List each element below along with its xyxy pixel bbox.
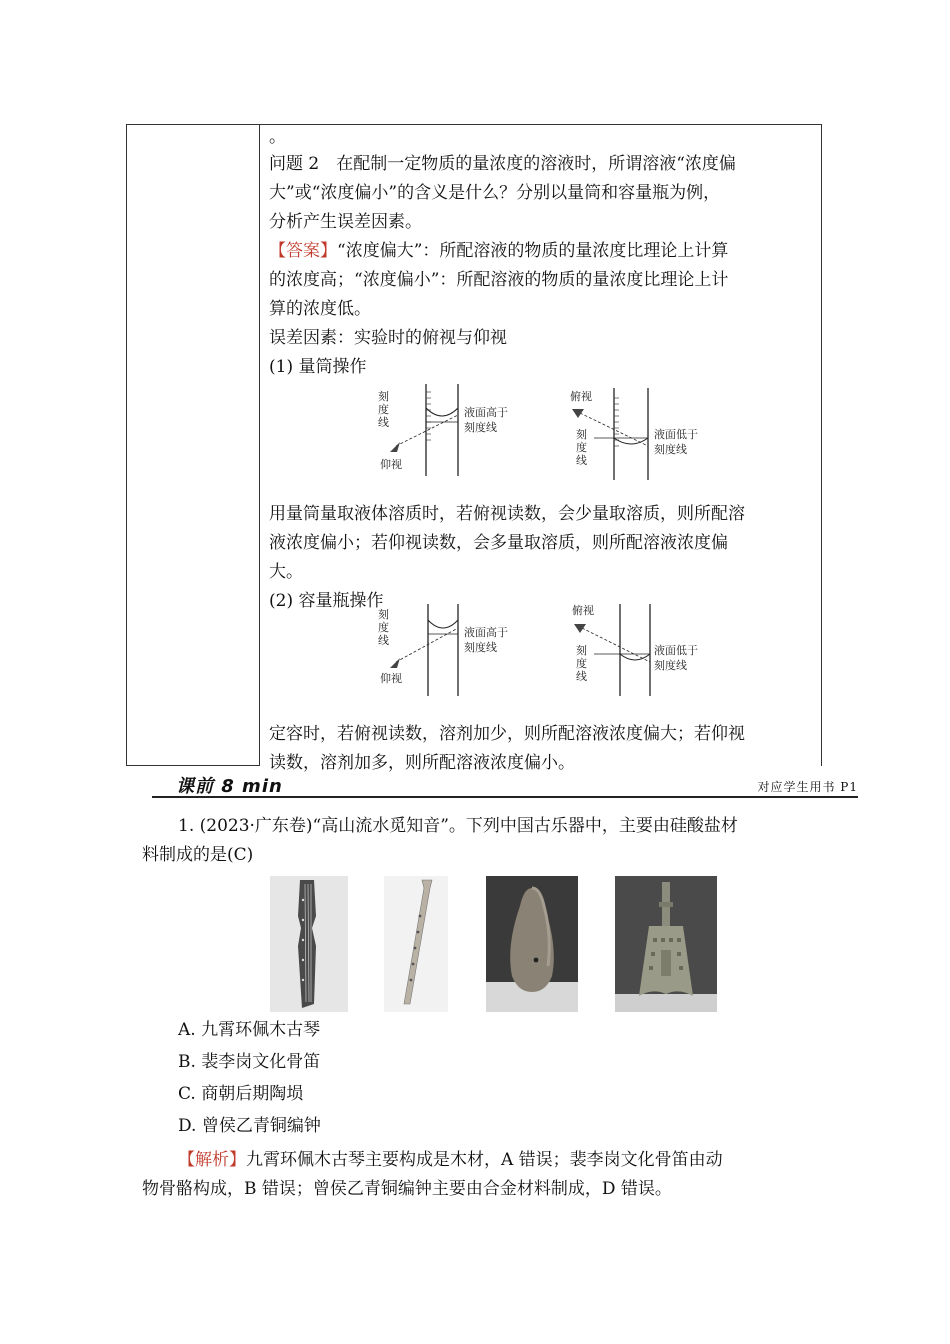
flask-heading: (2) 容量瓶操作	[269, 591, 384, 611]
error-factor-line: 误差因素：实验时的俯视与仰视	[269, 328, 507, 348]
question-line: 问题 2 在配制一定物质的量浓度的溶液时，所谓溶液“浓度偏	[269, 154, 736, 174]
meniscus	[428, 620, 458, 628]
table-bottom-left-border	[127, 765, 260, 766]
cylinder-look-down-diagram	[564, 386, 734, 482]
flask-neck	[428, 604, 458, 696]
question-line: 大”或“浓度偏小”的含义是什么？分别以量筒和容量瓶为例，	[269, 183, 721, 203]
label-scale-2: 度	[576, 441, 587, 454]
cylinder-heading: (1) 量筒操作	[269, 357, 367, 377]
label-higher-2: 刻度线	[464, 641, 497, 654]
label-scale-3: 线	[576, 454, 587, 467]
label-look-down: 俯视	[572, 604, 594, 617]
label-lower-1: 液面低于	[654, 644, 698, 657]
analysis-text: 九霄环佩木古琴主要构成是木材，A 错误；裴李岗文化骨笛由动	[246, 1150, 723, 1170]
label-look-down: 俯视	[570, 390, 592, 403]
question-line: 1. (2023·广东卷)“高山流水觅知音”。下列中国古乐器中，主要由硅酸盐材	[178, 816, 738, 836]
pottery-xun-photo	[486, 876, 578, 1012]
option-d: D. 曾侯乙青铜编钟	[178, 1116, 321, 1136]
label-scale-2: 度	[378, 621, 389, 634]
cylinder-explanation: 用量筒量取液体溶质时，若俯视读数，会少量取溶质，则所配溶	[269, 504, 745, 524]
label-scale-1: 刻	[576, 644, 587, 657]
flask-look-up-diagram	[370, 602, 540, 698]
meniscus	[614, 438, 648, 444]
flask-neck	[620, 604, 650, 696]
answer-line: 的浓度高；“浓度偏小”：所配溶液的物质的量浓度比理论上计	[269, 270, 729, 290]
analysis-block	[142, 1146, 822, 1204]
label-scale-3: 线	[378, 634, 389, 647]
answer-line	[269, 237, 809, 266]
label-lower-2: 刻度线	[654, 659, 687, 672]
meniscus	[620, 654, 650, 660]
cylinder-explanation: 大。	[269, 562, 303, 582]
label-higher-2: 刻度线	[464, 421, 497, 434]
label-higher-1: 液面高于	[464, 406, 508, 419]
cylinder-look-up-diagram	[370, 382, 540, 478]
lead-punctuation: 。	[269, 127, 286, 147]
eye-icon	[390, 658, 400, 668]
cylinder-explanation: 液浓度偏小；若仰视读数，会多量取溶质，则所配溶液浓度偏	[269, 533, 728, 553]
book-reference: 对应学生用书 P1	[757, 780, 858, 794]
question-line: 分析产生误差因素。	[269, 212, 422, 232]
answer-tag: 【答案】	[269, 241, 337, 261]
label-scale-2: 度	[576, 657, 587, 670]
label-higher-1: 液面高于	[464, 626, 508, 639]
eye-icon	[572, 409, 584, 418]
analysis-line: 物骨骼构成，B 错误；曾侯乙青铜编钟主要由合金材料制成，D 错误。	[142, 1179, 672, 1199]
label-scale-2: 度	[378, 403, 389, 416]
label-scale-1: 刻	[576, 428, 587, 441]
answer-line: 算的浓度低。	[269, 299, 371, 319]
sight-line	[396, 628, 458, 662]
banner-rule	[152, 796, 858, 798]
label-scale-3: 线	[378, 416, 389, 429]
section-banner	[152, 772, 858, 798]
option-b: B. 裴李岗文化骨笛	[178, 1052, 321, 1072]
flask-explanation: 定容时，若俯视读数，溶剂加少，则所配溶液浓度偏大；若仰视	[269, 724, 745, 744]
label-look-up: 仰视	[380, 672, 402, 685]
eye-icon	[574, 624, 586, 633]
sight-line	[396, 415, 458, 446]
question-1	[142, 812, 822, 870]
bone-flute-photo	[384, 876, 448, 1012]
label-lower-2: 刻度线	[654, 443, 687, 456]
label-scale-1: 刻	[378, 608, 389, 621]
label-scale-1: 刻	[378, 390, 389, 403]
question-line: 料制成的是(C)	[142, 845, 254, 865]
option-a: A. 九霄环佩木古琴	[178, 1020, 321, 1040]
flask-look-down-diagram	[564, 602, 734, 698]
meniscus	[426, 408, 458, 416]
option-c: C. 商朝后期陶埙	[178, 1084, 304, 1104]
flask-explanation: 读数，溶剂加多，则所配溶液浓度偏小。	[269, 753, 575, 773]
cylinder-wall	[614, 388, 648, 480]
answer-text: “浓度偏大”：所配溶液的物质的量浓度比理论上计算	[337, 241, 729, 261]
analysis-tag: 【解析】	[178, 1150, 246, 1170]
label-scale-3: 线	[576, 670, 587, 683]
scale-ticks	[426, 392, 431, 440]
section-title: 课前 8 min	[176, 776, 283, 797]
label-look-up: 仰视	[380, 458, 402, 471]
label-lower-1: 液面低于	[654, 428, 698, 441]
sight-line	[582, 628, 650, 662]
bronze-bell-photo	[615, 876, 717, 1012]
eye-icon	[390, 442, 400, 452]
analysis-line	[142, 1146, 822, 1175]
guqin-photo	[270, 876, 348, 1012]
table-divider	[259, 125, 260, 766]
